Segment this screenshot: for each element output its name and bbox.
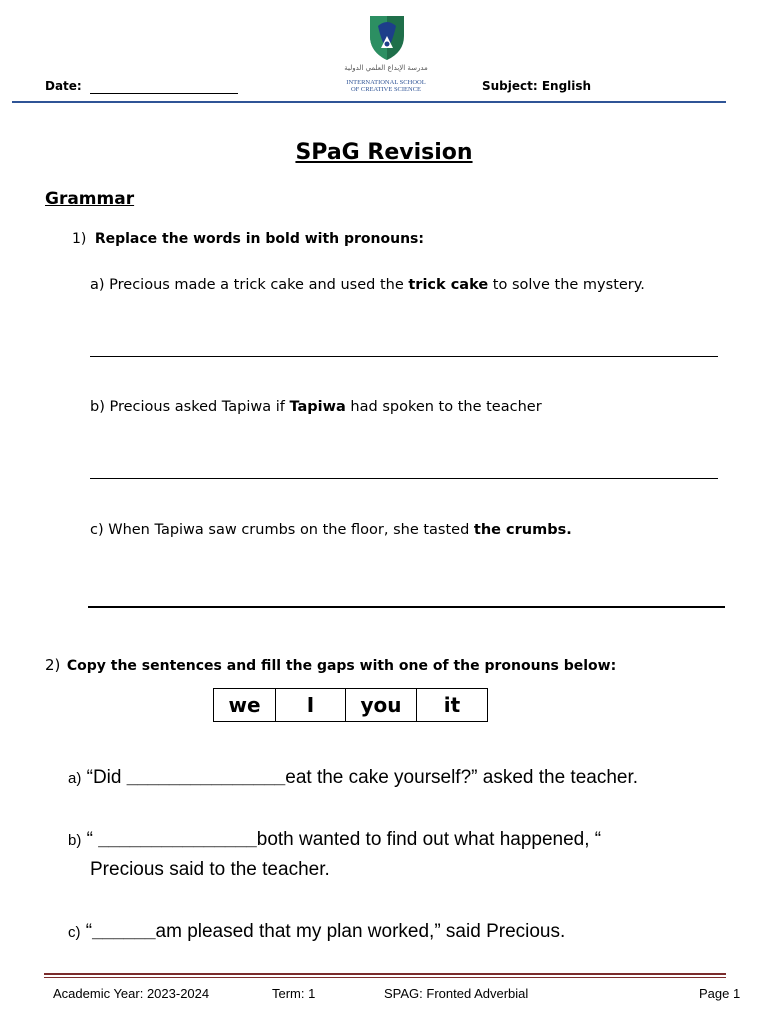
question-2-instruction: Copy the sentences and fill the gaps with one of the pronouns below:	[66, 658, 617, 674]
item-letter: b)	[68, 832, 82, 849]
pronoun-cell: it	[417, 689, 488, 722]
pronoun-cell: you	[346, 689, 417, 722]
pronoun-table	[213, 688, 488, 722]
item-b-bold: Tapiwa	[289, 399, 346, 415]
gap-blank[interactable]: _______________	[126, 767, 286, 788]
gap-blank[interactable]: ______	[92, 921, 156, 942]
question-2-number: 2)	[45, 656, 61, 674]
gap-blank[interactable]: _______________	[98, 829, 257, 850]
question-2-item-a	[68, 767, 638, 789]
question-1-item-a	[90, 277, 645, 293]
item-prefix: “	[85, 921, 93, 942]
item-a-bold: trick cake	[408, 277, 489, 293]
item-text: eat the cake yourself?” asked the teacher.	[285, 767, 639, 788]
footer-rule-thin	[44, 977, 726, 978]
item-prefix: “Did	[86, 767, 127, 788]
page-title: SPaG Revision	[295, 140, 473, 165]
item-a-text: a) Precious made a trick cake and used the	[90, 277, 409, 293]
item-a-suffix: to solve the mystery.	[488, 277, 645, 293]
item-text: am pleased that my plan worked,” said Precious.	[155, 921, 566, 942]
date-blank[interactable]	[90, 79, 238, 94]
question-1-heading	[72, 231, 424, 247]
item-letter: c)	[68, 924, 81, 941]
question-1-item-c	[90, 522, 572, 538]
footer-academic-year: Academic Year: 2023-2024	[53, 986, 210, 1001]
header-rule	[12, 101, 726, 103]
item-prefix: “	[86, 829, 99, 850]
question-1-instruction: Replace the words in bold with pronouns:	[94, 231, 424, 247]
pronoun-cell: I	[276, 689, 346, 722]
item-b-text: b) Precious asked Tapiwa if	[90, 399, 290, 415]
question-2-item-b	[68, 829, 601, 851]
subject-label: Subject: English	[482, 79, 592, 93]
school-logo	[340, 14, 432, 94]
question-2-item-c	[68, 921, 565, 943]
answer-line-b[interactable]	[90, 478, 718, 479]
footer-page-number: Page 1	[699, 986, 741, 1001]
question-1-number: 1)	[72, 231, 87, 247]
footer-topic: SPAG: Fronted Adverbial	[384, 986, 529, 1001]
question-2-item-b-line2: Precious said to the teacher.	[90, 859, 330, 880]
answer-line-a[interactable]	[90, 356, 718, 357]
item-c-bold: the crumbs.	[473, 522, 572, 538]
school-name-line1: INTERNATIONAL SCHOOL	[346, 79, 426, 86]
footer-term: Term: 1	[272, 986, 316, 1001]
item-b-suffix: had spoken to the teacher	[345, 399, 542, 415]
item-text: both wanted to find out what happened, “	[256, 829, 602, 850]
question-1-item-b	[90, 399, 542, 415]
pronoun-cell: we	[214, 689, 276, 722]
item-c-text: c) When Tapiwa saw crumbs on the floor, she tasted	[90, 522, 474, 538]
section-title-grammar: Grammar	[45, 189, 135, 209]
school-name-line2: OF CREATIVE SCIENCE	[350, 86, 422, 93]
school-name-arabic: مدرسة الإبداع العلمي الدولية	[344, 64, 428, 72]
footer-rule	[44, 973, 726, 975]
answer-line-c[interactable]	[88, 606, 725, 608]
item-letter: a)	[68, 770, 82, 787]
date-field	[45, 79, 238, 94]
question-2-heading	[45, 656, 616, 674]
date-label: Date:	[45, 79, 82, 93]
